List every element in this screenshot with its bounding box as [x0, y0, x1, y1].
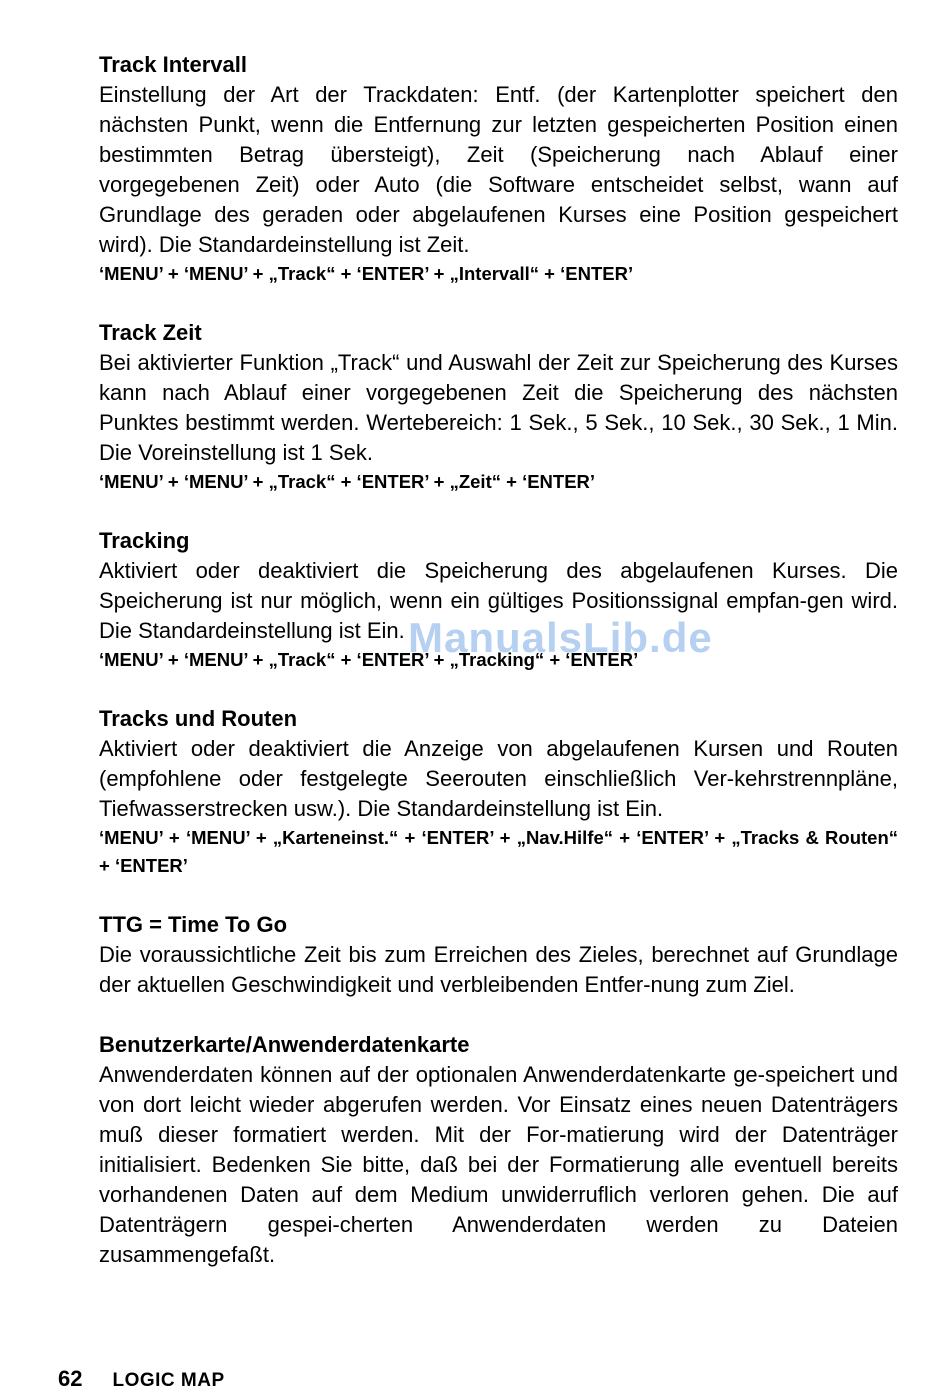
section-heading: TTG = Time To Go [99, 912, 288, 937]
menu-path: ‘MENU’ + ‘MENU’ + „Karteneinst.“ + ‘ENTER’ + „Nav.Hilfe“ + ‘ENTER’ + „Tracks & Routen“ + ‘ENTER’ [99, 827, 898, 876]
section-body: Die voraussichtliche Zeit bis zum Erreichen des Zieles, berechnet auf Grundlage der aktuellen Geschwindigkeit und verbleibenden Entfer-nung zum Ziel. [99, 942, 898, 997]
section-track-zeit [99, 318, 898, 496]
section-heading: Benutzerkarte/Anwenderdatenkarte [99, 1032, 470, 1057]
section-tracking [99, 526, 898, 674]
section-body: Bei aktivierter Funktion „Track“ und Auswahl der Zeit zur Speicherung des Kurses kann nach Ablauf einer vorgegebenen Zeit die Speicherung des nächsten Punktes bestimmt werden. Wertebereich: 1 Sek., 5 Sek., 10 Sek., 30 Sek., 1 Min. Die Voreinstellung ist 1 Sek. [99, 350, 898, 465]
section-heading: Track Intervall [99, 52, 247, 77]
page-number: 62 [58, 1366, 83, 1391]
section-body: Anwenderdaten können auf der optionalen Anwenderdatenkarte ge-speichert und von dort leicht wieder abgerufen werden. Vor Einsatz eines neuen Datenträgers muß dieser formatiert werden. Mit der For-matierung wird der Datenträger initialisiert. Bedenken Sie bitte, daß bei der Formatierung alle eventuell bereits vorhandenen Daten auf dem Medium unwiderruflich verloren gehen. Die auf Datenträgern gespei-cherten Anwenderdaten werden zu Dateien zusammengefaßt. [99, 1062, 898, 1267]
section-ttg [99, 910, 898, 1000]
menu-path: ‘MENU’ + ‘MENU’ + „Track“ + ‘ENTER’ + „Tracking“ + ‘ENTER’ [99, 649, 639, 670]
section-benutzerkarte [99, 1030, 898, 1270]
watermark: ManualsLib.de [408, 614, 713, 661]
menu-path: ‘MENU’ + ‘MENU’ + „Track“ + ‘ENTER’ + „Zeit“ + ‘ENTER’ [99, 471, 596, 492]
page-footer [58, 1366, 225, 1392]
section-tracks-und-routen [99, 704, 898, 880]
section-track-intervall [99, 50, 898, 288]
menu-path: ‘MENU’ + ‘MENU’ + „Track“ + ‘ENTER’ + „Intervall“ + ‘ENTER’ [99, 263, 634, 284]
section-body: Aktiviert oder deaktiviert die Speicherung des abgelaufenen Kurses. Die Speicherung ist nur möglich, wenn ein gültiges Positionssignal empfan-gen wird. Die Standardeinstellung ist Ein. [99, 558, 898, 643]
section-heading: Tracks und Routen [99, 706, 298, 731]
page-content [99, 50, 898, 1270]
section-heading: Tracking [99, 528, 190, 553]
footer-title: LOGIC MAP [112, 1370, 225, 1391]
section-body: Aktiviert oder deaktiviert die Anzeige von abgelaufenen Kursen und Routen (empfohlene oder festgelegte Seerouten einschließlich Ver-kehrstrennpläne, Tiefwasserstrecken usw.). Die Standardeinstellung ist Ein. [99, 736, 898, 821]
section-body: Einstellung der Art der Trackdaten: Entf. (der Kartenplotter speichert den nächsten Punkt, wenn die Entfernung zur letzten gespeicherten Position einen bestimmten Betrag übersteigt), Zeit (Speicherung nach Ablauf einer vorgegebenen Zeit) oder Auto (die Software entscheidet selbst, wann auf Grundlage des geraden oder abgelaufenen Kurses eine Position gespeichert wird). Die Standardeinstellung ist Zeit. [99, 82, 898, 257]
section-heading: Track Zeit [99, 320, 202, 345]
